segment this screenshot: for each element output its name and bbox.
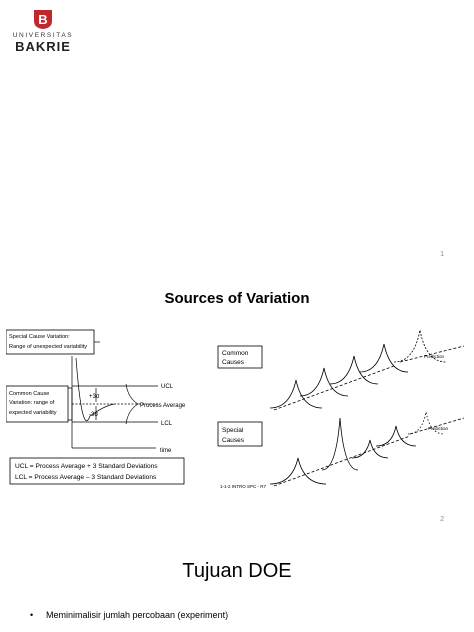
logo-text-universitas: UNIVERSITAS bbox=[12, 32, 74, 39]
lcl-formula: LCL = Process Average – 3 Standard Deviations bbox=[15, 474, 157, 481]
slide-2 bbox=[0, 268, 474, 530]
bullet-item bbox=[30, 610, 228, 620]
ucl-label: UCL bbox=[161, 384, 174, 390]
bullet-marker: • bbox=[30, 610, 34, 620]
slide-title: Tujuan DOE bbox=[182, 560, 292, 582]
lcl-label: LCL bbox=[161, 421, 173, 427]
control-chart-figure bbox=[6, 328, 186, 486]
slide-title: Sources of Variation bbox=[164, 290, 310, 307]
logo-text-bakrie: BAKRIE bbox=[15, 39, 71, 54]
plus-3-sigma-label: +3σ bbox=[89, 394, 100, 400]
special-label-line-2: Causes bbox=[222, 437, 245, 444]
bullet-text: Meminimalisir jumlah percobaan (experiment) bbox=[46, 610, 229, 620]
ucl-formula: UCL = Process Average + 3 Standard Deviations bbox=[15, 463, 158, 470]
logo-shield-icon bbox=[32, 8, 54, 30]
distribution-shift-figure bbox=[214, 318, 470, 490]
prediction-label-bottom: Prediction bbox=[428, 426, 449, 431]
special-box-line-2: Range of unexpected variability bbox=[9, 344, 88, 350]
slide-1 bbox=[0, 0, 474, 268]
minus-3-sigma-label: -3σ bbox=[89, 412, 99, 418]
process-average-label: Process Average bbox=[140, 403, 186, 409]
page-number: 1 bbox=[440, 251, 444, 258]
figure-footer-text: 1-1-2 INTRO SPC - R7 bbox=[220, 484, 267, 489]
common-label-line-1: Common bbox=[222, 350, 249, 357]
time-axis-label: time bbox=[160, 448, 172, 454]
common-box-line-2: Variation: range of bbox=[9, 400, 55, 406]
common-box-line-1: Common Cause bbox=[9, 391, 50, 397]
special-label-line-1: Special bbox=[222, 427, 244, 434]
svg-text:B: B bbox=[38, 12, 48, 27]
slide-3 bbox=[0, 530, 474, 632]
universitas-bakrie-logo bbox=[8, 8, 78, 54]
common-box-line-3: expected variability bbox=[9, 410, 57, 416]
page-number: 2 bbox=[440, 516, 444, 523]
prediction-label-top: Prediction bbox=[424, 354, 445, 359]
common-label-line-2: Causes bbox=[222, 359, 245, 366]
special-box-line-1: Special Cause Variation: bbox=[9, 334, 70, 340]
